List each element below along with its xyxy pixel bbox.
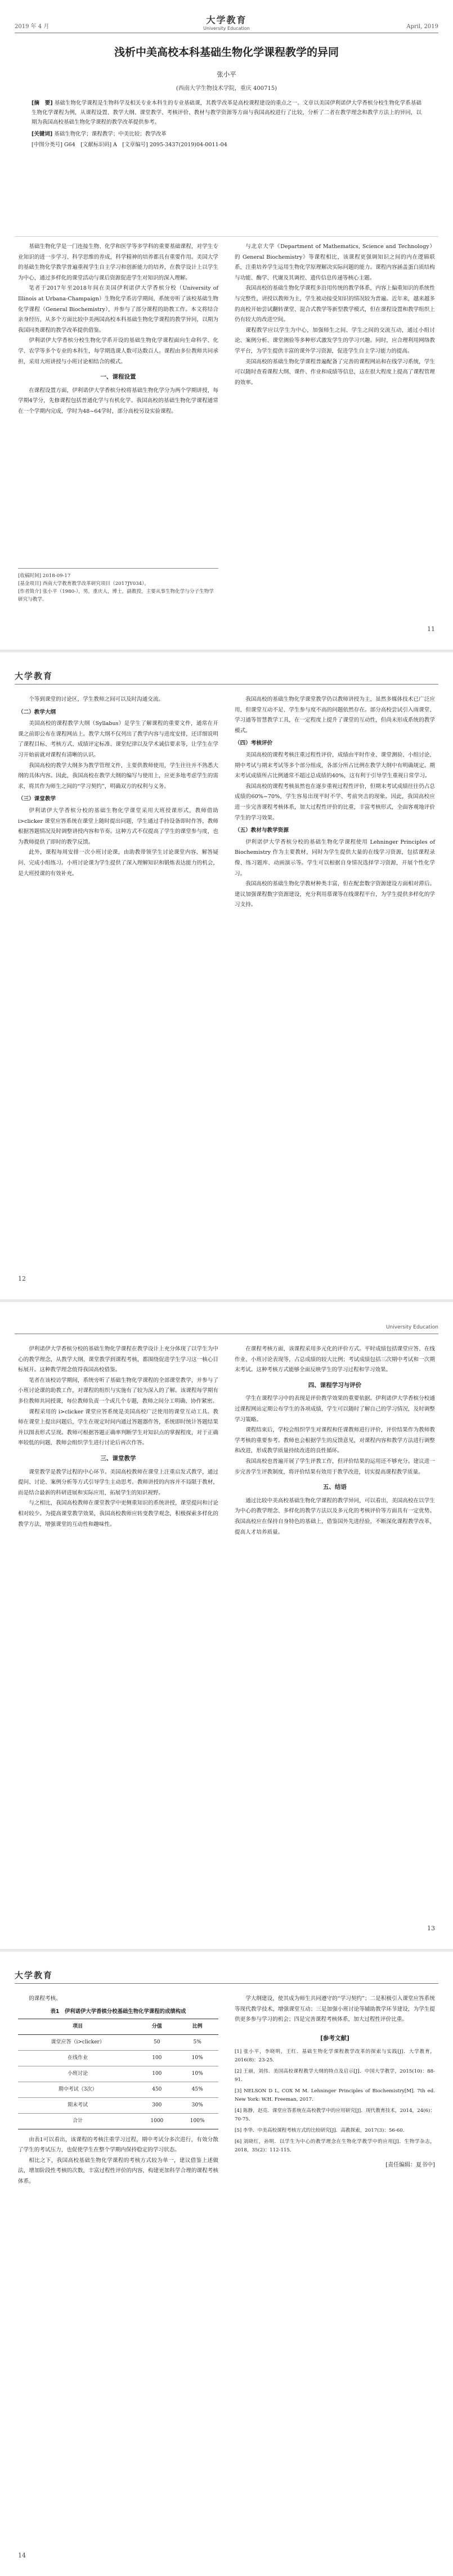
paragraph: 我国高校的教学大纲多为教学管理文件，主要供教师使用，学生往往并不熟悉大纲的具体内容。因此，我国高校在教学大纲的编写与使用上，应更多地考虑学生的需求，将其作为师生之间的“学习契约”，明确双方的权利与义务。 — [18, 762, 218, 790]
classification: [中图分类号] G64 [文献标识码] A [文章编号] 2095-3437(2019)04-0011-04 — [32, 142, 227, 148]
paragraph: 伊利诺伊大学香槟分校生物化学系开设的基础生物化学课程面向生命科学、化学、农学等多个专业的本科生，每学期选课人数可达数百人。课程由多位教师共同承担，采用大班讲授与小班讨论相结合的模式。 — [18, 337, 218, 365]
reference-item: [2] 王丽，刘伟．美国高校课程教学大纲的特点及启示[J]．中国大学教学，2015(10)：88-91． — [235, 2069, 435, 2083]
page-2 — [0, 652, 453, 1299]
paragraph: 笔者于2017年至2018年间在美国伊利诺伊大学香槟分校（University of Illinois at Urbana-Champaign）生物化学系访学期间，系统旁听了该校基础生物化学课程（General Biochemistry），并参与了部分课程的助教工作。本文将结合亲身经历，从多个方面比较中美两国高校本科基础生物化学课程的教学异同，以期为我国同类课程的教学改革提供借鉴。 — [18, 285, 218, 334]
paragraph: 课程教学应以学生为中心，加强师生之间、学生之间的交流互动，通过小组讨论、案例分析、课堂测验等多种形式激发学生的学习兴趣。同时，应合理利用网络教学平台，为学生提供丰富的课外学习资源，促进学生自主学习能力的提高。 — [235, 327, 435, 354]
paragraph: 我国高校的基础生物化学教材种类丰富，但在配套数字资源建设方面相对滞后。建议加强课程数字资源建设，充分利用慕课等在线课程平台，为学生提供多样化的学习支持。 — [235, 881, 435, 908]
received-date: [收稿时间] 2018-09-17 — [18, 573, 71, 579]
abstract — [32, 98, 421, 127]
page-header — [15, 16, 438, 33]
journal-title: 大学教育 — [15, 671, 53, 681]
section-heading: 一、课程设置 — [100, 373, 136, 381]
reference-item: [5] 李华．中美高校课程考核方式的比较研究[J]．高教探索，2017(3)：56-60． — [235, 2128, 408, 2134]
article-affiliation: (西南大学生物技术学院，重庆 400715) — [176, 85, 277, 92]
subsection-heading: （五）教材与教学资源 — [235, 827, 289, 834]
paragraph: 由表1可以看出，该课程的考核注重学习过程，期中考试分多次进行，有效分散了学生的考试压力，也促使学生在整个学期内保持稳定的学习状态。 — [18, 2136, 218, 2154]
table-row — [18, 2034, 218, 2050]
page2-right-column — [235, 695, 435, 911]
table-cell: 30% — [176, 2097, 218, 2113]
reference-list — [235, 2048, 435, 2155]
paragraph: 在课程考核方面，该课程采用多元化的评价方式。平时成绩包括课堂应答、在线作业、小班讨论表现等，占总成绩的较大比例；考试成绩包括三次期中考试和一次期末考试。这种考核方式能够全面反映学生的学习过程和学习效果。 — [235, 1346, 435, 1373]
reference-item: [6] 刘晓红，孙明．以学生为中心的教学理念在生物化学教学中的应用[J]．生物学杂志，2018，35(2)：112-115． — [235, 2139, 435, 2154]
table-cell: 10% — [176, 2050, 218, 2066]
keywords — [32, 129, 421, 139]
section-heading: 四、课程学习与评价 — [308, 1381, 362, 1389]
section-heading: 五、结语 — [323, 1484, 347, 1491]
journal-title: 大学教育 — [15, 1970, 53, 1980]
paragraph: 相比之下，我国高校基础生物化学课程的考核方式较为单一，建议借鉴上述做法，增加阶段性考核的次数，丰富过程性评价的内容，构建更加科学合理的课程考核体系。 — [18, 2157, 218, 2185]
paragraph: 此外，课程每周安排一次小班讨论课，由助教带领学生讨论课堂内容、解答疑问、完成小组练习。小班讨论课为学生提供了深入理解知识和锻炼表达能力的机会，是大班授课的有效补充。 — [18, 849, 218, 877]
author-bio: [作者简介] 张小平（1980-），男，重庆人，博士，副教授，主要从事生物化学与分子生物学研究与教学。 — [18, 589, 214, 602]
reference-item: [4] 陈静，赵亮．课堂应答系统在高校教学中的应用研究[J]．现代教育技术，2014，24(6)：70-75． — [235, 2108, 435, 2123]
responsible-editor: [责任编辑：夏书中] — [385, 2162, 435, 2169]
page4-left-column — [18, 1994, 218, 2187]
journal-title-en: University Education — [203, 26, 250, 31]
paragraph: 课程结束后，学校会组织学生对课程和任课教师进行评价，评价结果作为教师教学考核的重要参考。教师也会根据学生的反馈意见，对课程内容和教学方法进行调整和改进，形成教学质量持续改进的良性循环。 — [235, 1427, 435, 1454]
page1-right-column — [235, 242, 435, 388]
article-author: 张小平 — [217, 70, 236, 78]
paragraph: 通过比较中美高校基础生物化学课程的教学异同，可以看出，美国高校在以学生为中心的教学理念、多样化的教学方法以及多元化的考核评价等方面具有一定优势。我国高校应在保持自身特色的基础上，借鉴国外先进经验，不断深化课程教学改革，提高人才培养质量。 — [235, 1497, 435, 1535]
abstract-label: [摘 要] — [32, 100, 53, 106]
subsection-heading: （四）考核评价 — [235, 740, 273, 747]
section-heading: 三、课堂教学 — [100, 1454, 136, 1462]
table-row — [18, 2113, 218, 2129]
table-row — [18, 2050, 218, 2066]
page4-right-column — [235, 1994, 435, 2171]
table-cell: 在线作业 — [18, 2050, 137, 2066]
table-cell: 45% — [176, 2082, 218, 2097]
table-cell: 期中考试（3次） — [18, 2082, 137, 2097]
paragraph: 课程采用的 i>clicker 课堂应答系统是美国高校广泛使用的课堂互动工具。教师在课堂上提出问题后，学生在规定时间内通过答题器作答，系统即时统计答题结果并以图表形式呈现。教师可根据答题正确率判断学生对知识点的掌握程度，对于正确率较低的问题，教师会组织学生进行讨论后再次作答。 — [18, 1408, 218, 1447]
table-cell: 100 — [137, 2050, 176, 2066]
table-header: 项目 — [18, 2019, 137, 2034]
paragraph: 伊利诺伊大学香槟分校的基础生物化学课堂采用大班授课形式，教师借助 i>clicker 课堂应答系统在课堂上随时提出问题，学生通过手持设备即时作答，教师根据答题情况及时调整讲授内容和节奏。这种方式不仅提高了学生的课堂参与度，也为教师提供了即时的教学反馈。 — [18, 807, 218, 845]
page-4 — [0, 1952, 453, 2576]
table-header: 分值 — [137, 2019, 176, 2034]
paragraph: 学大纲建设，使其成为师生共同遵守的“学习契约”；二是积极引入课堂应答系统等现代教学技术，增强课堂互动；三是加强小班讨论等辅助教学环节建设，为学生提供更多参与学习的机会；四是完善课程考核体系，加大过程性评价比重。 — [235, 1996, 435, 2023]
table-cell: 100% — [176, 2113, 218, 2129]
article-title: 浅析中美高校本科基础生物化学课程教学的异同 — [114, 46, 339, 58]
paragraph: 个等到课堂的讨论区，学生教师之间可以及时沟通交流。 — [29, 696, 164, 702]
table-header-row — [18, 2019, 218, 2034]
paragraph: 美国高校的基础生物化学课程普遍配备了完善的课程网站和在线学习系统，学生可以随时查看课程大纲、课件、作业和成绩等信息，这在很大程度上提高了课程管理的效率。 — [235, 358, 435, 386]
page2-left-column — [18, 695, 218, 879]
page1-left-column — [18, 242, 218, 417]
paragraph: 学生在课程学习中的表现是评价教学效果的重要依据。伊利诺伊大学香槟分校通过课程网站定期公布学生的各项成绩，学生可以随时了解自己的学习情况，及时调整学习策略。 — [235, 1395, 435, 1423]
funding: [基金项目] 西南大学教育教学改革研究项目（2017JY034）。 — [18, 581, 149, 587]
table-caption: 表1 伊利诺伊大学香槟分校基础生物化学课程的成绩构成 — [50, 2008, 186, 2015]
table-cell: 10% — [176, 2066, 218, 2082]
paragraph: 美国高校的课程教学大纲（Syllabus）是学生了解课程的重要文件，通常在开课之前即公布在课程网站上。教学大纲不仅列出了教学内容与进度安排，还详细说明了课程目标、考核方式、成绩评定标准、课堂纪律以及学术诚信要求等，让学生在学习开始前就对课程有清晰的认识。 — [18, 720, 218, 758]
paragraph: 与之相比，我国高校教师在课堂教学中更侧重知识的系统讲授，课堂提问和讨论相对较少。为提高课堂教学效果，我国高校教师应转变教学观念，积极探索多样化的教学方法，增强课堂的互动性和趣味性。 — [18, 1500, 218, 1528]
paragraph: 伊利诺伊大学香槟分校的基础生物化学课程使用 Lehninger Principles of Biochemistry 作为主要教材，同时为学生提供大量的在线学习资源，包括课程录像、练习题库、动画演示等。学生可以根据自身情况选择学习资源，开展个性化学习。 — [235, 839, 435, 877]
page-number: 11 — [427, 625, 435, 633]
page-number: 14 — [18, 2552, 26, 2559]
header-journal — [15, 13, 438, 31]
paragraph: 与北京大学《Department of Mathematics, Science and Technology）的 General Biochemistry》等课程相比，该课程更强调知识之间的内在逻辑联系，注重培养学生运用生物化学原理解决实际问题的能力。课程内容涵盖蛋白质结构与功能、酶学、代谢及其调控、遗传信息传递等核心主题。 — [235, 244, 435, 281]
abstract-divider — [15, 236, 438, 237]
abstract-block — [32, 98, 421, 150]
page-1 — [0, 0, 453, 650]
table-cell: 1000 — [137, 2113, 176, 2129]
paragraph: 伊利诺伊大学香槟分校的基础生物化学课程在教学设计上充分体现了以学生为中心的教学理念，从教学大纲、课堂教学到课程考核，都围绕促进学生学习这一核心目标展开。这种教学理念值得我国高校借鉴。 — [18, 1346, 218, 1373]
paragraph: 的课程考核。 — [29, 1996, 61, 2002]
page-header — [15, 668, 438, 684]
paragraph: 我国高校也普遍开展了学生评教工作，但评价结果的运用还不够充分。建议进一步完善学生评教制度，将评价结果有效用于教学改进，切实提高课程教学质量。 — [235, 1458, 435, 1475]
header-date-en: April, 2019 — [406, 24, 438, 30]
paragraph: 我国高校的基础生物化学课程多沿用传统的教学体系，内容上偏重知识的系统性与完整性，讲授以教师为主，学生被动接受知识的情况较为普遍。近年来，越来越多的高校开始尝试翻转课堂、混合式教学等新型教学模式，但在课程设置和教学组织上仍有较大的改进空间。 — [235, 285, 435, 323]
page3-left-column — [18, 1344, 218, 1530]
paragraph: 我国高校的基础生物化学课堂教学仍以教师讲授为主，虽然多媒体技术已广泛应用，但课堂互动不足、学生参与度不高的问题依然存在。部分高校尝试引入雨课堂、学习通等智慧教学工具，在一定程度上提升了课堂的互动性，但尚未形成系统的教学模式。 — [235, 696, 435, 734]
page-header — [15, 1967, 438, 1984]
paragraph: 在课程设置方面，伊利诺伊大学香槟分校将基础生物化学分为两个学期讲授，每学期4学分，先修课程包括普通化学与有机化学。我国高校的基础生物化学课程通常在一个学期内完成，学时为48~64学时，部分高校另设实验课程。 — [18, 387, 218, 415]
table-cell: 5% — [176, 2034, 218, 2050]
table-cell: 300 — [137, 2097, 176, 2113]
journal-title: 大学教育 — [206, 15, 247, 25]
page-header — [15, 1318, 438, 1334]
table-row — [18, 2097, 218, 2113]
paragraph: 基础生物化学是一门连接生物、化学和医学等多学科的重要基础课程，对学生专业知识的进一步学习、科学思维的养成，科学精神的培养都具有重要作用。美国大学的基础生物化学教学普遍重视学生自主学习和创新能力的培养，在教学设计上以学生为中心，通过多样化的课堂活动与课后资源促进学生对知识的深入理解。 — [18, 244, 218, 281]
table-row — [18, 2082, 218, 2097]
paragraph: 美国高校的课程考核注重过程性评价，成绩由平时作业、课堂测验、小组讨论、期中考试与期末考试等多个部分组成，各部分所占比例在教学大纲中有明确规定。期末考试成绩所占比例通常不超过总成绩的40%，这有利于引导学生重视日常学习。 — [235, 751, 435, 780]
table-cell: 期末考试 — [18, 2097, 137, 2113]
paragraph: 课堂教学是教学过程的中心环节。美国高校教师在课堂上注重启发式教学，通过提问、讨论、案例分析等方式引导学生主动思考。教师讲授的内容并不局限于教材，而是结合最新的科研进展和实际应用，拓展学生的知识视野。 — [18, 1469, 218, 1496]
page-number: 13 — [427, 1925, 435, 1932]
reference-item: [1] 张小平，李晓明，王红．基础生物化学课程教学改革的探索与实践[J]．大学教育，2016(8)：23-25． — [235, 2049, 435, 2064]
references-heading: [参考文献] — [320, 2034, 349, 2042]
footnote — [18, 568, 218, 604]
table-row — [18, 2066, 218, 2082]
table-cell: 100 — [137, 2066, 176, 2082]
score-table — [18, 2008, 218, 2129]
table-cell: 450 — [137, 2082, 176, 2097]
table-header: 比例 — [176, 2019, 218, 2034]
page-3 — [0, 1302, 453, 1949]
keywords-text: 基础生物化学；课程教学；中美比较；教学改革 — [54, 131, 167, 137]
page-number: 12 — [18, 1275, 26, 1282]
table-cell: 小班讨论 — [18, 2066, 137, 2082]
paragraph: 笔者在该校访学期间，系统旁听了基础生物化学课程的全部课堂教学，并参与了小班讨论课的助教工作，对课程的组织与实施有了较为深入的了解。该课程每学期有多位教师共同授课，每位教师负责一个或几个专题，教师之间分工明确、协作紧密。 — [18, 1377, 218, 1404]
abstract-text: 基础生物化学课程是生物科学及相关专业本科生的专业基础课，其教学改革是高校课程建设的重点之一。文章以美国伊利诺伊大学香槟分校生物化学系基础生物化学课程为例，从课程设置、教学大纲、课堂教学、考核评价、教材与教学资源等方面与我国高校进行了比较，分析了二者在教学理念和教学方法上的异同，以期为我国高校基础生物化学课程的教学改革提供参考。 — [32, 100, 421, 125]
header-date: 2019 年 4 月 — [15, 24, 50, 30]
subsection-heading: （三）课堂教学 — [18, 796, 56, 803]
table-cell: 合计 — [18, 2113, 137, 2129]
table-cell: 课堂应答（i>clicker） — [18, 2034, 137, 2050]
journal-title-en: University Education — [385, 1325, 438, 1330]
paragraph: 我国高校的课程考核虽然也在逐步重视过程性评价，但期末考试成绩往往仍占总成绩的60%~70%，学生容易出现平时不学、考前突击的现象。因此，我国高校应进一步完善课程考核体系，加大过程性评价的比重，丰富考核形式，全面客观地评价学生的学习效果。 — [235, 783, 435, 821]
page3-right-column — [235, 1344, 435, 1538]
table-cell: 50 — [137, 2034, 176, 2050]
reference-item: [3] NELSON D L, COX M M. Lehninger Principles of Biochemistry[M]. 7th ed. New York: W.H. Freeman, 2017. — [235, 2088, 435, 2103]
subsection-heading: （二）教学大纲 — [18, 709, 56, 715]
keywords-label: [关键词] — [32, 131, 53, 137]
